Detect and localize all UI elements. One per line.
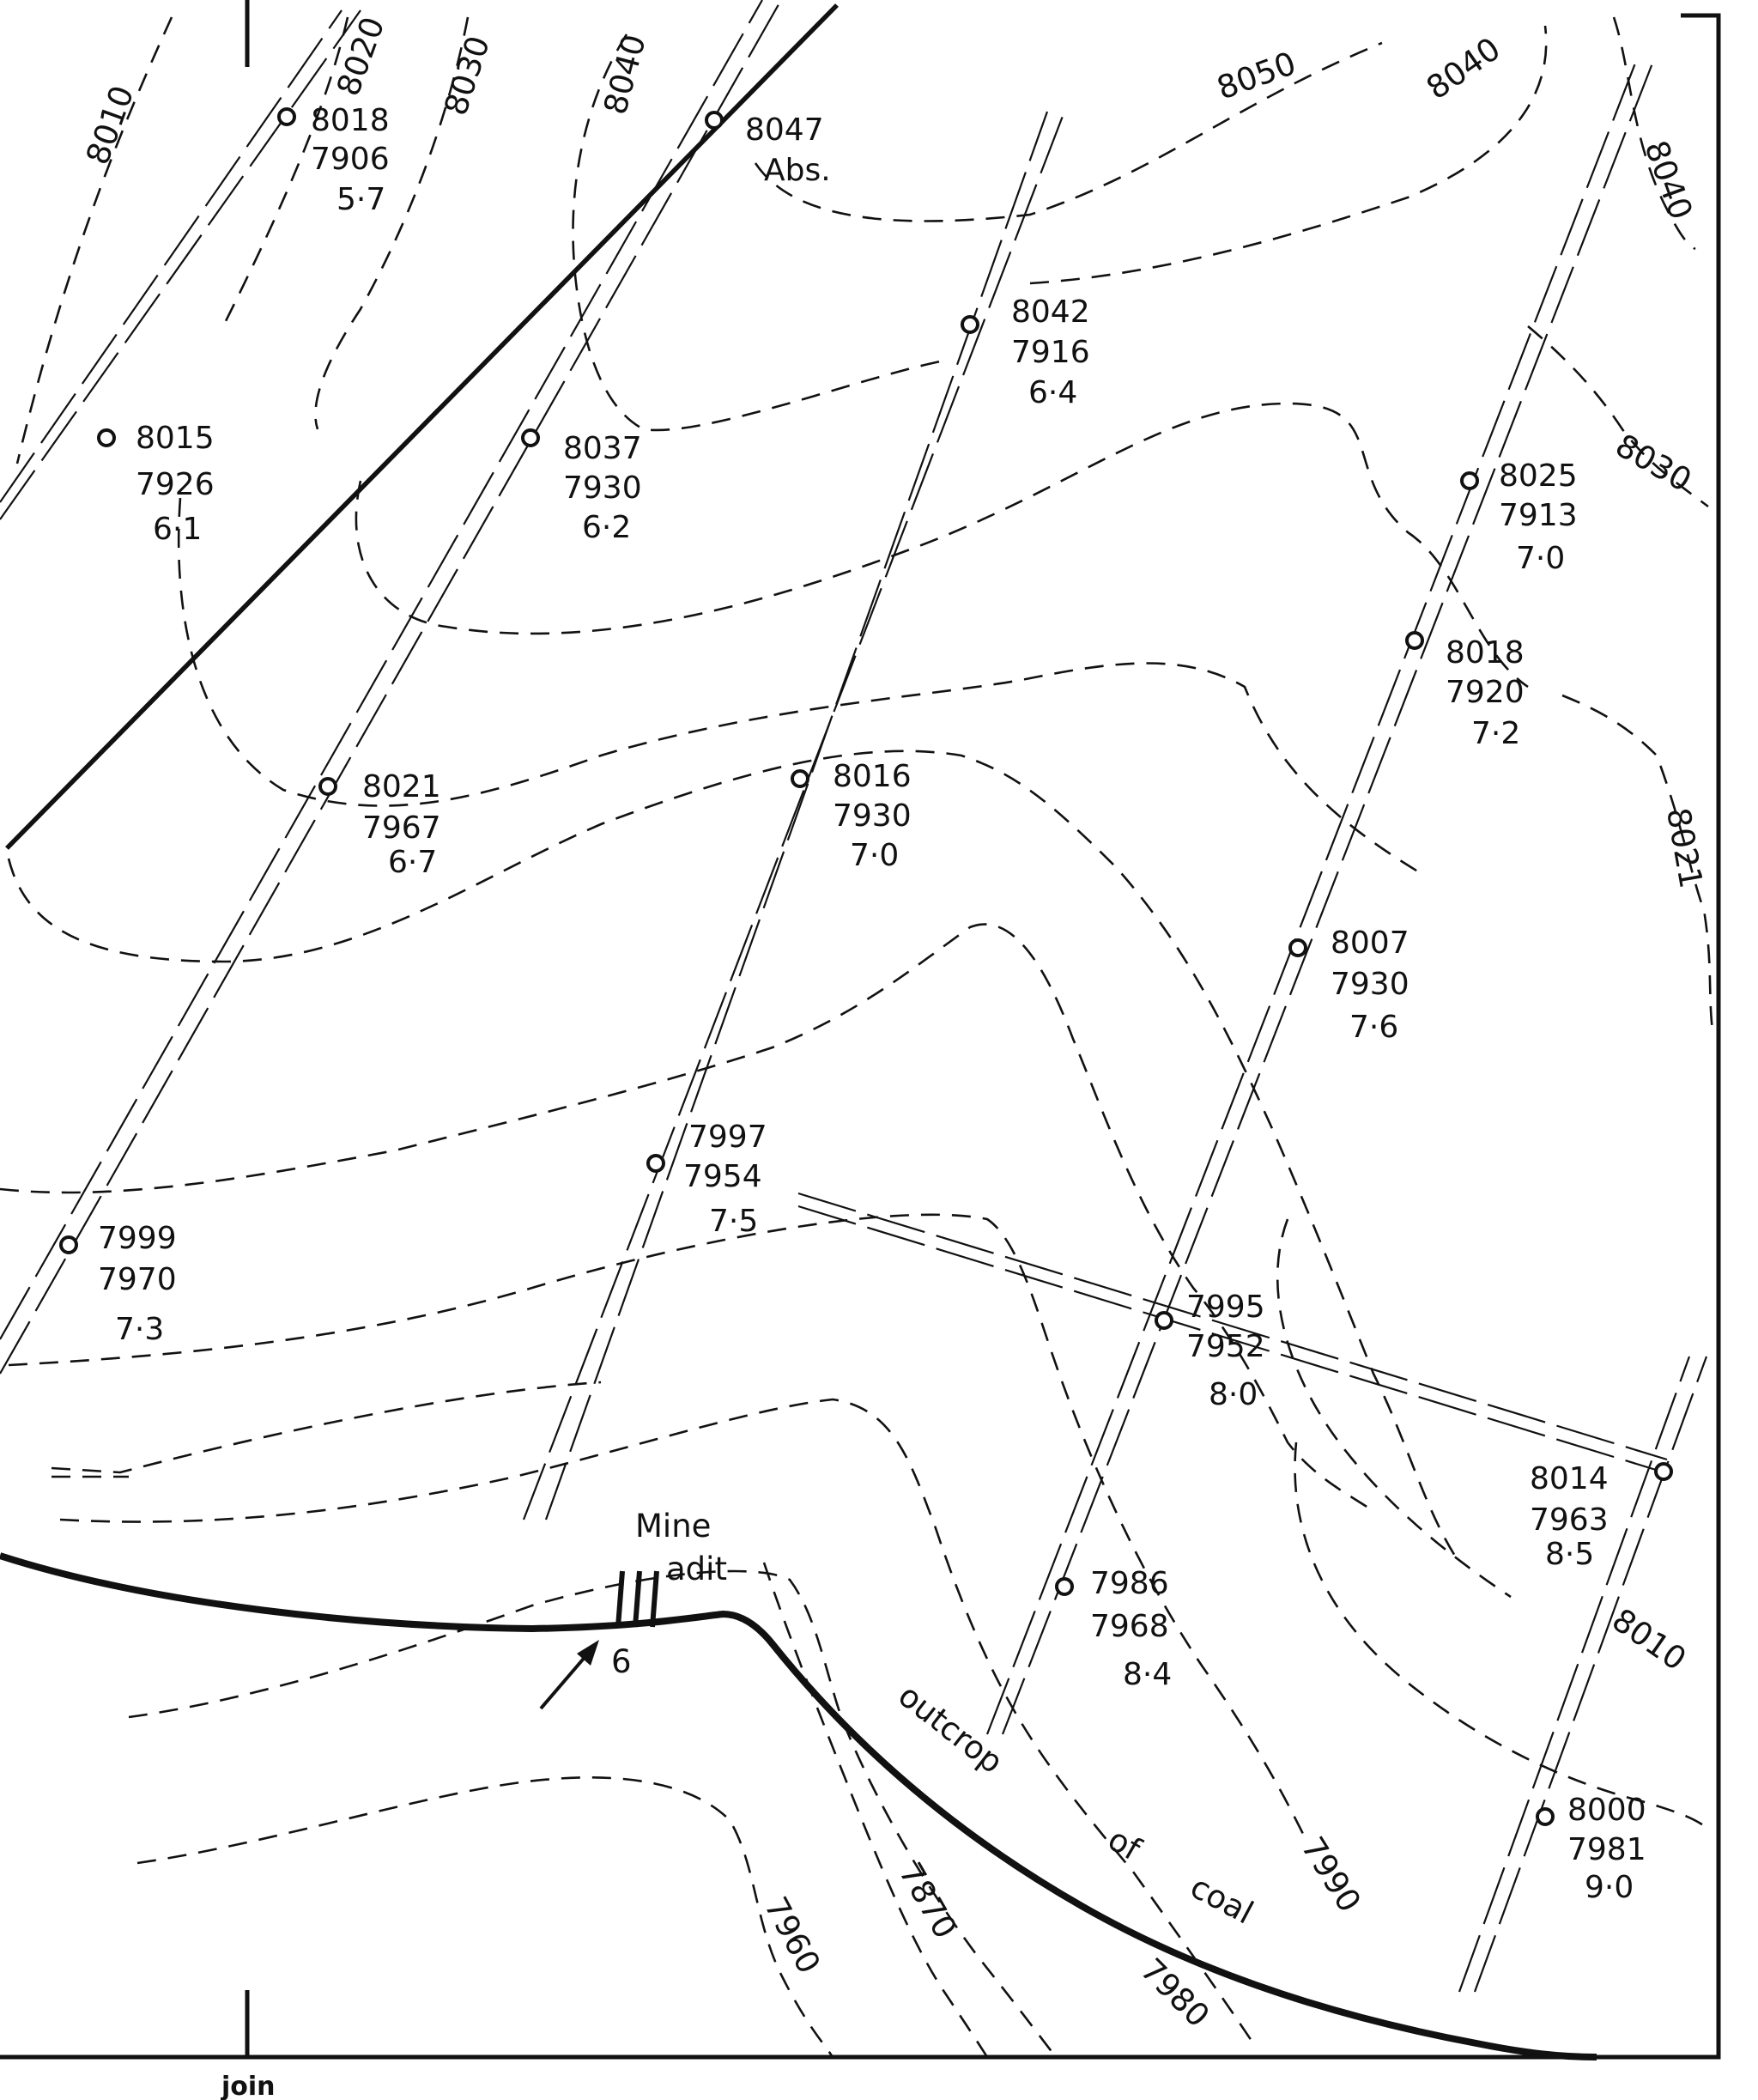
borehole-4-elev: 8015 — [136, 421, 215, 456]
borehole-15-depth: 7968 — [1090, 1609, 1169, 1644]
contour-label-7870: 7870 — [891, 1856, 964, 1945]
borehole-6-thickness: 7·0 — [1516, 541, 1566, 576]
borehole-12-depth: 7970 — [98, 1262, 177, 1297]
borehole-4-thickness: 6·1 — [153, 512, 203, 547]
borehole-7-depth: 7920 — [1446, 675, 1525, 710]
boreholes — [61, 103, 1671, 1905]
borehole-6-depth: 7913 — [1499, 498, 1578, 533]
borehole-1-depth: 7906 — [311, 142, 390, 177]
borehole-11-thickness: 7·5 — [709, 1204, 759, 1239]
section-line-3a — [524, 112, 1064, 1520]
borehole-3-depth: 7916 — [1011, 335, 1090, 370]
contour-7960 — [137, 1777, 833, 2057]
borehole-1-marker — [279, 109, 294, 124]
borehole-15-marker — [1057, 1579, 1072, 1594]
borehole-12-elev: 7999 — [98, 1221, 177, 1256]
adit-bar-2 — [635, 1571, 640, 1627]
borehole-7-thickness: 7·2 — [1471, 716, 1521, 751]
contour-label-7960: 7960 — [756, 1891, 828, 1980]
borehole-10-elev: 8007 — [1331, 926, 1409, 961]
borehole-1-elev: 8018 — [311, 103, 390, 138]
contour-8010 — [17, 17, 172, 464]
borehole-9-marker — [792, 771, 808, 786]
borehole-12-thickness: 7·3 — [115, 1312, 165, 1347]
mine-adit-marker — [541, 1571, 657, 1709]
borehole-13-thickness: 8·0 — [1209, 1377, 1258, 1412]
contour-label-8050: 8050 — [1212, 44, 1301, 107]
borehole-3-thickness: 6·4 — [1028, 375, 1078, 410]
contour-label-8021: 8021 — [1658, 804, 1710, 891]
borehole-14-thickness: 8·5 — [1545, 1537, 1595, 1572]
borehole-2-elev: 8047 — [745, 112, 824, 148]
outcrop-label-word1: outcrop — [891, 1677, 1010, 1781]
borehole-2-marker — [706, 112, 722, 128]
borehole-15-elev: 7986 — [1090, 1566, 1169, 1601]
borehole-14-elev: 8014 — [1530, 1461, 1609, 1496]
borehole-5-depth: 7930 — [563, 470, 642, 506]
borehole-9-depth: 7930 — [833, 798, 912, 834]
borehole-11-marker — [648, 1156, 664, 1171]
contour-label-8040-a: 8040 — [596, 30, 653, 118]
borehole-13-marker — [1156, 1313, 1172, 1328]
contour-7980-north — [60, 1399, 1253, 2043]
outcrop-label-word3: coal — [1184, 1867, 1260, 1932]
borehole-11-elev: 7997 — [688, 1120, 767, 1155]
contour-7980 — [52, 1382, 601, 1477]
join-label: join — [221, 2072, 276, 2100]
borehole-7-elev: 8018 — [1446, 635, 1525, 671]
borehole-16-depth: 7981 — [1567, 1832, 1646, 1867]
contour-label-8020: 8020 — [329, 12, 392, 101]
mine-adit-label-line2: adit — [666, 1551, 727, 1587]
contour-label-8040-c: 8040 — [1637, 136, 1700, 225]
borehole-10-depth: 7930 — [1331, 967, 1409, 1002]
borehole-9-thickness: 7·0 — [850, 838, 900, 873]
adit-bar-1 — [618, 1571, 622, 1627]
contour-label-8030: 8030 — [437, 31, 498, 120]
borehole-12-marker — [61, 1237, 76, 1253]
fault-line — [7, 5, 837, 848]
borehole-6-elev: 8025 — [1499, 458, 1578, 494]
borehole-2-status: Abs. — [764, 153, 831, 188]
borehole-8-elev: 8021 — [362, 769, 441, 804]
borehole-11-depth: 7954 — [683, 1159, 762, 1194]
borehole-10-marker — [1290, 940, 1306, 956]
contour-label-8040-b: 8040 — [1419, 30, 1507, 107]
contour-label-8010: 8010 — [78, 81, 142, 170]
outcrop-label-word2: of — [1101, 1820, 1147, 1868]
mine-adit-label-line1: Mine — [635, 1508, 712, 1545]
borehole-10-thickness: 7·6 — [1349, 1010, 1399, 1045]
outcrop-of-coal-line — [0, 1556, 1597, 2057]
cross-section-line-a — [798, 1193, 1667, 1460]
borehole-16-thickness: 9·0 — [1585, 1870, 1634, 1905]
borehole-13-depth: 7952 — [1186, 1329, 1265, 1364]
borehole-9-elev: 8016 — [833, 759, 912, 794]
adit-arrow-label: 6 — [611, 1643, 632, 1680]
borehole-13-elev: 7995 — [1186, 1290, 1265, 1325]
borehole-3-elev: 8042 — [1011, 294, 1090, 330]
section-line-5a — [1459, 1357, 1689, 1992]
borehole-1-thickness: 5·7 — [336, 182, 386, 217]
contour-8010-east — [1277, 1219, 1511, 1597]
borehole-15-thickness: 8·4 — [1123, 1657, 1173, 1692]
borehole-4-depth: 7926 — [136, 467, 215, 502]
contour-8010-band — [9, 751, 1459, 1563]
contour-label-7990: 7990 — [1294, 1830, 1368, 1919]
borehole-5-thickness: 6·2 — [582, 510, 632, 545]
contour-7870 — [764, 1563, 987, 2057]
contour-labels — [79, 12, 1710, 2035]
borehole-3-marker — [962, 317, 978, 332]
borehole-4-marker — [99, 430, 114, 446]
borehole-7-marker — [1407, 633, 1422, 648]
contour-label-8030-b: 8030 — [1609, 427, 1698, 500]
contour-lines — [0, 17, 1713, 2057]
borehole-14-marker — [1656, 1464, 1671, 1479]
borehole-14-depth: 7963 — [1530, 1502, 1609, 1538]
borehole-8-marker — [320, 779, 336, 794]
contour-label-8010-b: 8010 — [1605, 1601, 1694, 1678]
borehole-5-elev: 8037 — [563, 431, 642, 466]
contour-7980-south — [129, 1571, 1056, 2057]
borehole-8-depth: 7967 — [362, 810, 441, 846]
borehole-16-elev: 8000 — [1567, 1793, 1646, 1828]
borehole-5-marker — [523, 430, 538, 446]
borehole-6-marker — [1462, 473, 1477, 489]
borehole-8-thickness: 6·7 — [388, 845, 438, 880]
borehole-16-marker — [1537, 1809, 1553, 1824]
contour-label-7980: 7980 — [1133, 1951, 1217, 2035]
